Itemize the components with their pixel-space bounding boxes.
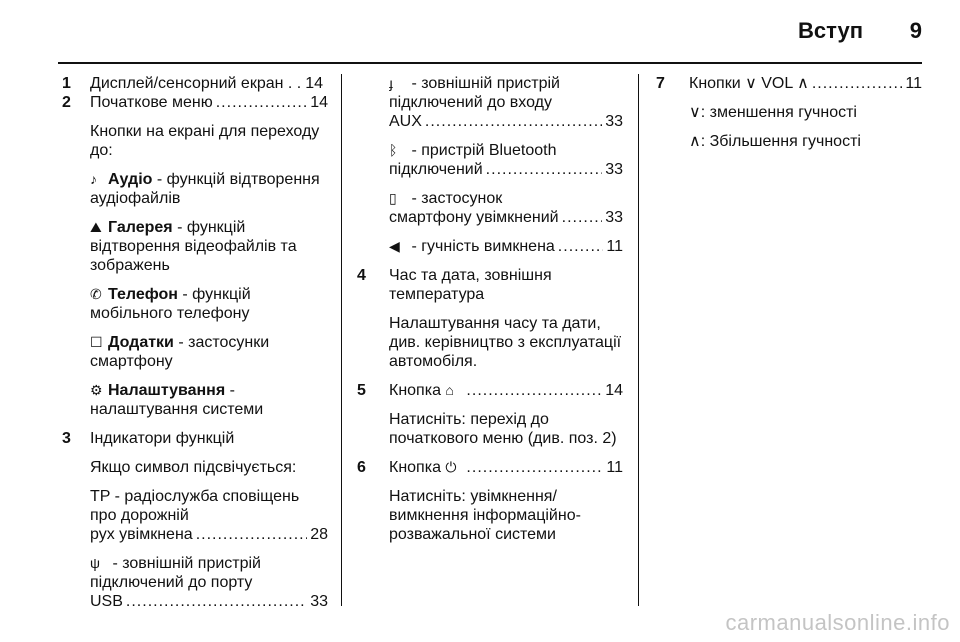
leader-dots bbox=[558, 237, 604, 256]
description: Якщо символ підсвічується: bbox=[90, 459, 297, 476]
entry-page: 33 bbox=[310, 593, 328, 610]
toc-entry bbox=[90, 74, 328, 93]
toc-entry bbox=[389, 237, 623, 256]
toc-entry bbox=[389, 458, 623, 477]
watermark: carmanualsonline.info bbox=[725, 610, 950, 635]
item-5 bbox=[357, 381, 623, 448]
entry-page: 33 bbox=[605, 209, 623, 226]
header-rule bbox=[58, 62, 922, 64]
settings-entry bbox=[90, 381, 328, 419]
entry-text: ψ - зовнішній пристрій підключений до порту bbox=[90, 555, 261, 591]
leader-dots bbox=[216, 93, 307, 112]
entry-text: ɟ - зовнішній пристрій підключений до входу bbox=[389, 75, 560, 111]
entry-label: рух увімкнена bbox=[90, 526, 193, 543]
item-number: 5 bbox=[357, 382, 366, 399]
toc-entry bbox=[389, 160, 623, 179]
bluetooth-entry bbox=[357, 141, 623, 179]
smartphone-app-entry bbox=[357, 189, 623, 227]
leader-dots bbox=[466, 458, 603, 477]
aux-entry bbox=[357, 74, 623, 131]
phone-icon: ✆ bbox=[90, 286, 102, 302]
usb-icon: ψ bbox=[90, 555, 100, 571]
toc-entry bbox=[389, 112, 623, 131]
item-label: Час та дата, зовнішня температура bbox=[389, 267, 552, 303]
entry-text: ᛒ - пристрій Bluetooth bbox=[389, 142, 557, 159]
entry-label: Дисплей/сенсорний екран . . bbox=[90, 75, 302, 92]
mute-entry bbox=[357, 237, 623, 256]
toc-entry bbox=[389, 381, 623, 400]
entry-label: Кнопки ∨ VOL ∧ bbox=[689, 75, 809, 92]
entry-title: Налаштування bbox=[108, 382, 226, 399]
item-number: 4 bbox=[357, 267, 366, 284]
leader-dots bbox=[425, 112, 602, 131]
item-number: 7 bbox=[656, 75, 665, 92]
entry-page: 11 bbox=[905, 75, 922, 92]
volume-down-description: ∨: зменшення гучності bbox=[689, 104, 857, 121]
entry-page: 14 bbox=[605, 382, 623, 399]
entry-label: Кнопка ⌂ bbox=[389, 381, 463, 400]
column-divider bbox=[638, 74, 639, 606]
leader-dots bbox=[126, 592, 307, 611]
toc-entry bbox=[90, 525, 328, 544]
entry-title: Аудіо bbox=[108, 171, 153, 188]
toc-entry bbox=[689, 74, 922, 93]
leader-dots bbox=[812, 74, 903, 93]
entry-page: 11 bbox=[606, 459, 623, 476]
gear-icon: ⚙ bbox=[90, 382, 103, 398]
item-label: Індикатори функцій bbox=[90, 430, 235, 447]
entry-page: 33 bbox=[605, 113, 623, 130]
toc-entry bbox=[90, 93, 328, 112]
entry-text: - функцій мобільного телефону bbox=[90, 286, 251, 322]
gallery-icon: ⛰ bbox=[90, 219, 102, 235]
section-title: Вступ bbox=[798, 18, 863, 43]
audio-entry bbox=[90, 170, 328, 208]
leader-dots bbox=[486, 160, 603, 179]
entry-title: Галерея bbox=[108, 219, 173, 236]
leader-dots bbox=[196, 525, 308, 544]
entry-label: смартфону увімкнений bbox=[389, 209, 559, 226]
entry-label: AUX bbox=[389, 113, 422, 130]
entry-page: 14 bbox=[310, 94, 328, 111]
item-number: 3 bbox=[62, 430, 71, 447]
entry-label: USB bbox=[90, 593, 123, 610]
entry-title: Додатки bbox=[108, 334, 174, 351]
leader-dots bbox=[466, 381, 602, 400]
item-1 bbox=[62, 74, 328, 93]
item-number: 1 bbox=[62, 75, 71, 92]
description: Натисніть: перехід до початкового меню (див. поз. 2) bbox=[389, 411, 617, 447]
entry-page: 33 bbox=[605, 161, 623, 178]
item-2 bbox=[62, 93, 328, 419]
toc-entry bbox=[90, 592, 328, 611]
volume-up-description: ∧: Збільшення гучності bbox=[689, 133, 861, 150]
home-icon: ⌂ bbox=[445, 382, 454, 398]
toc-entry bbox=[389, 208, 623, 227]
gallery-entry bbox=[90, 218, 328, 275]
description: Натисніть: увімкнення/ вимкнення інформаційно- розважальної системи bbox=[389, 488, 581, 543]
leader-dots bbox=[562, 208, 603, 227]
column-divider bbox=[341, 74, 342, 606]
entry-label: підключений bbox=[389, 161, 483, 178]
description: Налаштування часу та дати, див. керівництво з експлуатації автомобіля. bbox=[389, 315, 622, 370]
usb-entry bbox=[90, 554, 328, 611]
entry-label: ◀ - гучність вимкнена bbox=[389, 238, 555, 255]
aux-icon: ɟ bbox=[389, 75, 393, 91]
column-1 bbox=[62, 74, 328, 611]
entry-page: 28 bbox=[310, 526, 328, 543]
entry-text: - функцій відтворення аудіофайлів bbox=[90, 171, 320, 207]
apps-icon: ☐ bbox=[90, 334, 103, 350]
entry-page: 11 bbox=[606, 238, 623, 255]
tp-entry bbox=[90, 487, 328, 544]
entry-text: - функцій відтворення відеофайлів та зображень bbox=[90, 219, 297, 274]
item-6 bbox=[357, 458, 623, 544]
smartphone-icon: ▯ bbox=[389, 190, 397, 206]
bluetooth-icon: ᛒ bbox=[389, 142, 398, 158]
entry-label: Кнопка ⏻ bbox=[389, 458, 463, 477]
apps-entry bbox=[90, 333, 328, 371]
column-2 bbox=[357, 74, 623, 544]
column-3 bbox=[656, 74, 922, 151]
page-header bbox=[0, 0, 960, 62]
item-number: 2 bbox=[62, 94, 71, 111]
entry-label: Початкове меню bbox=[90, 94, 213, 111]
description: Кнопки на екрані для переходу до: bbox=[90, 123, 320, 159]
phone-entry bbox=[90, 285, 328, 323]
entry-title: Телефон bbox=[108, 286, 178, 303]
entry-text: - застосунки смартфону bbox=[90, 334, 270, 370]
item-4 bbox=[357, 266, 623, 371]
item-3 bbox=[62, 429, 328, 611]
page-number: 9 bbox=[909, 18, 922, 43]
item-7 bbox=[656, 74, 922, 151]
entry-page: 14 bbox=[305, 75, 324, 92]
power-icon: ⏻ bbox=[445, 459, 457, 475]
speaker-mute-icon: ◀ bbox=[389, 238, 400, 254]
entry-text: ▯ - застосунок bbox=[389, 190, 503, 207]
item-number: 6 bbox=[357, 459, 366, 476]
entry-text: TP - радіослужба сповіщень про дорожній bbox=[90, 488, 300, 524]
music-note-icon: ♪ bbox=[90, 171, 97, 187]
entry-text: - налаштування системи bbox=[90, 382, 264, 418]
